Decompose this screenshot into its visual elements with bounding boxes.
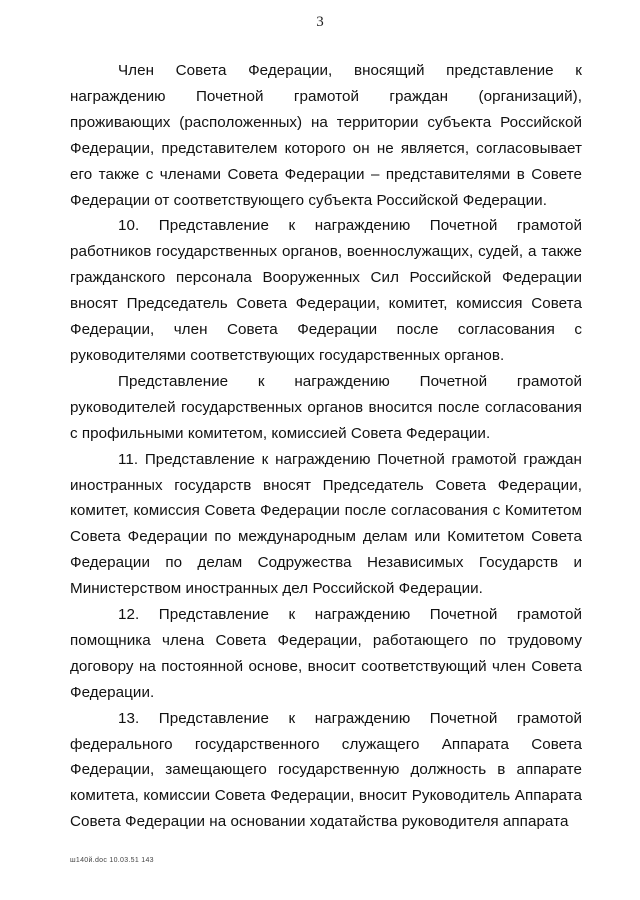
page-number: 3 xyxy=(316,14,324,30)
paragraph-item-12: 12. Представление к награждению Почетной грамотой помощника члена Совета Федерации, работающего по трудовому договору на постоянной основе, вносит соответствующий член Совета Федерации. xyxy=(70,606,582,701)
paragraph-coordination: Член Совета Федерации, вносящий представление к награждению Почетной грамотой граждан (организаций), проживающих (расположенных) на территории субъекта Российской Федерации, представителем которого он не является, согласовывает его также с членами Совета Федерации – представителями в Совете Федерации от соответствующего субъекта Российской Федерации. xyxy=(70,62,582,209)
document-body xyxy=(70,58,582,835)
footer-document-code: ш140й.doc 10.03.51 143 xyxy=(70,857,154,864)
paragraph-item-13: 13. Представление к награждению Почетной грамотой федерального государственного служащего Аппарата Совета Федерации, замещающего государственную должность в аппарате комитета, комиссии Совета Федерации, вносит Руководитель Аппарата Совета Федерации на основании ходатайства руководителя аппарата xyxy=(70,709,582,831)
paragraph-item-11: 11. Представление к награждению Почетной грамотой граждан иностранных государств вносят Председатель Совета Федерации, комитет, комиссия Совета Федерации после согласования с Комитетом Совета Федерации по международным делам или Комитетом Совета Федерации по делам Содружества Независимых Государств и Министерством иностранных дел Российской Федерации. xyxy=(70,450,582,598)
paragraph-item-10: 10. Представление к награждению Почетной грамотой работников государственных органов, военнослужащих, судей, а также гражданского персонала Вооруженных Сил Российской Федерации вносят Председатель Совета Федерации, комитет, комиссия Совета Федерации, член Совета Федерации после согласования с руководителями соответствующих государственных органов. xyxy=(70,217,582,364)
paragraph-heads-of-state-bodies: Представление к награждению Почетной грамотой руководителей государственных органов вносится после согласования с профильными комитетом, комиссией Совета Федерации. xyxy=(70,372,582,442)
